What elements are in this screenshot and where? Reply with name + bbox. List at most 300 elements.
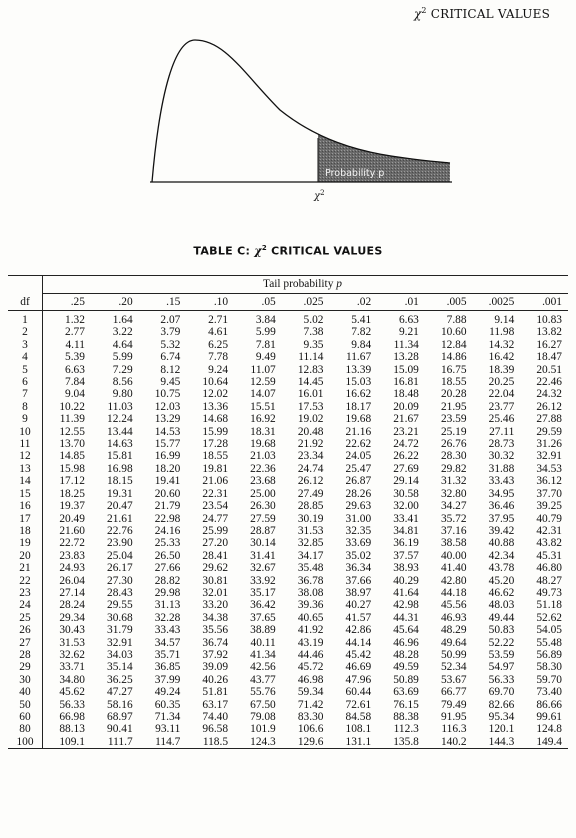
critical-value-cell: 29.82 [440, 462, 467, 475]
critical-value-cell: 13.29 [154, 413, 181, 426]
critical-value-cell: 28.82 [154, 574, 181, 587]
critical-value-cell: 37.92 [202, 648, 229, 661]
critical-value-cell: 5.41 [351, 314, 372, 326]
critical-value-cell: 17.28 [202, 438, 229, 451]
critical-value-cell: 38.08 [297, 586, 324, 599]
df-cell: 1 [8, 311, 43, 327]
critical-value-cell: 16.01 [297, 388, 324, 401]
table-row [8, 500, 568, 512]
critical-value-cell: 114.7 [139, 736, 187, 749]
critical-value-cell: 59.70 [536, 673, 562, 686]
critical-value-cell: 9.49 [255, 351, 276, 364]
critical-value-cell: 22.76 [107, 524, 133, 537]
critical-value-cell: 9.45 [160, 376, 181, 389]
critical-value-cell: 11.67 [345, 351, 372, 364]
critical-value-cell: 16.92 [250, 413, 276, 426]
table-row [8, 388, 568, 400]
critical-value-cell: 35.71 [154, 648, 181, 661]
critical-value-cell: 111.7 [91, 736, 139, 749]
column-header-p: .001 [520, 294, 568, 311]
critical-value-cell: 13.36 [202, 400, 229, 413]
critical-value-cell: 44.31 [393, 611, 419, 624]
critical-value-cell: 59.34 [297, 686, 324, 699]
critical-value-cell: 46.69 [345, 661, 372, 674]
critical-value-cell: 24.77 [202, 512, 229, 525]
table-row [8, 562, 568, 574]
critical-value-cell: 37.99 [154, 673, 181, 686]
critical-value-cell: 27.88 [536, 413, 562, 426]
running-head-symbol: χ [413, 7, 422, 21]
df-column-header: df [8, 294, 43, 311]
critical-value-cell: 7.84 [65, 376, 85, 389]
column-header-p: .10 [186, 294, 234, 311]
critical-value-cell: 25.00 [250, 487, 276, 500]
critical-value-cell: 26.76 [440, 438, 467, 451]
critical-value-cell: 44.14 [345, 636, 372, 649]
critical-value-cell: 31.26 [536, 438, 562, 451]
critical-value-cell: 30.43 [59, 624, 85, 637]
critical-value-cell: 23.54 [202, 500, 229, 513]
critical-value-cell: 21.95 [440, 400, 467, 413]
table-title-prefix: TABLE C: [193, 244, 255, 258]
critical-value-cell: 52.62 [536, 611, 562, 624]
df-cell: 8 [8, 401, 43, 413]
critical-value-cell: 34.03 [107, 648, 133, 661]
df-cell: 26 [8, 624, 43, 636]
critical-value-cell: 6.74 [160, 351, 181, 364]
df-cell: 15 [8, 488, 43, 500]
critical-value-cell: 12.59 [250, 376, 276, 389]
tail-probability-header [43, 276, 569, 294]
critical-value-cell: 60.35 [154, 698, 181, 711]
critical-value-cell: 50.99 [440, 648, 467, 661]
critical-value-cell: 11.98 [489, 326, 515, 339]
critical-value-cell: 19.81 [202, 462, 229, 475]
critical-value-cell: 55.48 [536, 636, 562, 649]
column-header-p: .01 [377, 294, 425, 311]
critical-value-cell: 6.25 [208, 338, 229, 351]
critical-value-cell: 49.73 [536, 586, 562, 599]
critical-value-cell: 56.33 [488, 673, 515, 686]
critical-value-cell: 27.59 [250, 512, 276, 525]
table-row [8, 463, 568, 475]
critical-value-cell: 83.30 [297, 711, 324, 723]
critical-value-cell: 44.46 [297, 648, 324, 661]
df-header-spacer [8, 276, 43, 294]
critical-value-cell: 14.85 [59, 450, 85, 463]
critical-value-cell: 15.09 [393, 363, 419, 376]
df-cell: 100 [8, 736, 43, 749]
critical-value-cell: 25.47 [345, 462, 372, 475]
critical-value-cell: 21.92 [297, 438, 324, 451]
df-cell: 16 [8, 500, 43, 512]
critical-value-cell: 12.84 [440, 338, 467, 351]
critical-value-cell: 16.81 [393, 376, 419, 389]
table-row [8, 550, 568, 562]
critical-value-axis-label: $\chi^2$ [314, 189, 325, 202]
df-cell: 21 [8, 562, 43, 574]
critical-value-cell: 21.67 [393, 413, 419, 426]
critical-value-cell: 21.60 [59, 524, 85, 537]
critical-value-cell: 4.11 [65, 338, 85, 351]
column-header-p: .02 [329, 294, 377, 311]
critical-value-cell: 29.62 [202, 562, 229, 575]
critical-value-cell: 34.57 [154, 636, 181, 649]
critical-value-cell: 49.59 [393, 661, 419, 674]
critical-value-cell: 24.74 [297, 462, 324, 475]
critical-value-cell: 20.09 [393, 400, 419, 413]
critical-value-cell: 8.12 [160, 363, 181, 376]
critical-value-cell: 32.35 [345, 524, 372, 537]
critical-value-cell: 149.4 [520, 736, 568, 749]
critical-value-cell: 18.31 [250, 425, 276, 438]
df-cell: 25 [8, 612, 43, 624]
critical-value-cell: 50.89 [393, 673, 419, 686]
critical-value-cell: 35.14 [107, 661, 133, 674]
critical-value-cell: 35.02 [345, 549, 372, 562]
critical-value-cell: 24.16 [154, 524, 181, 537]
critical-value-cell: 20.47 [107, 500, 133, 513]
critical-value-cell: 46.93 [440, 611, 467, 624]
critical-value-cell: 7.82 [351, 326, 372, 339]
critical-value-cell: 67.50 [250, 698, 276, 711]
critical-value-cell: 40.29 [393, 574, 419, 587]
critical-value-cell: 43.77 [250, 673, 276, 686]
critical-value-cell: 144.3 [473, 736, 521, 749]
critical-value-cell: 33.41 [393, 512, 419, 525]
critical-value-cell: 42.98 [393, 599, 419, 612]
critical-value-cell: 53.59 [488, 648, 515, 661]
critical-value-cell: 33.92 [250, 574, 276, 587]
critical-value-cell: 36.74 [202, 636, 229, 649]
df-cell: 7 [8, 388, 43, 400]
critical-value-cell: 28.41 [202, 549, 229, 562]
critical-value-cell: 38.93 [393, 562, 419, 575]
critical-value-cell: 10.22 [59, 400, 85, 413]
critical-value-cell: 16.27 [536, 338, 562, 351]
critical-value-cell: 58.16 [107, 698, 133, 711]
critical-value-cell: 5.99 [112, 351, 133, 364]
df-cell: 4 [8, 351, 43, 363]
critical-value-cell: 20.51 [536, 363, 562, 376]
critical-value-cell: 17.12 [59, 475, 85, 488]
critical-value-cell: 26.12 [297, 475, 324, 488]
critical-value-cell: 3.84 [255, 314, 276, 326]
critical-value-cell: 7.81 [255, 338, 276, 351]
critical-value-cell: 32.62 [59, 648, 85, 661]
df-cell: 9 [8, 413, 43, 425]
critical-value-cell: 15.77 [154, 438, 181, 451]
table-row [8, 624, 568, 636]
critical-value-cell: 45.64 [393, 624, 419, 637]
critical-value-cell: 21.16 [345, 425, 372, 438]
critical-value-cell: 2.77 [65, 326, 85, 339]
critical-value-cell: 32.01 [202, 586, 229, 599]
critical-value-cell: 47.96 [345, 673, 372, 686]
critical-value-cell: 37.66 [345, 574, 372, 587]
critical-value-cell: 29.59 [536, 425, 562, 438]
critical-value-cell: 33.71 [59, 661, 85, 674]
critical-value-cell: 18.55 [202, 450, 229, 463]
df-cell: 2 [8, 326, 43, 338]
critical-value-cell: 30.58 [393, 487, 419, 500]
critical-value-cell: 71.34 [154, 711, 181, 723]
df-cell: 18 [8, 525, 43, 537]
critical-value-cell: 40.65 [297, 611, 324, 624]
table-row [8, 699, 568, 711]
critical-value-cell: 35.17 [250, 586, 276, 599]
tail-probability-label: Tail probability p [263, 278, 342, 290]
critical-value-cell: 31.88 [488, 462, 515, 475]
critical-value-cell: 68.97 [107, 711, 133, 723]
critical-value-cell: 35.56 [202, 624, 229, 637]
critical-value-cell: 33.69 [345, 537, 372, 550]
critical-value-cell: 41.57 [345, 611, 372, 624]
critical-value-cell: 51.18 [536, 599, 562, 612]
critical-value-cell: 27.30 [107, 574, 133, 587]
critical-value-cell: 22.62 [345, 438, 372, 451]
critical-value-cell: 18.15 [107, 475, 133, 488]
critical-value-cell: 13.28 [393, 351, 419, 364]
critical-value-cell: 18.48 [393, 388, 419, 401]
critical-value-cell: 16.42 [488, 351, 515, 364]
critical-value-cell: 40.27 [345, 599, 372, 612]
df-cell: 12 [8, 450, 43, 462]
critical-value-cell: 1.64 [112, 314, 133, 326]
critical-value-cell: 43.78 [488, 562, 515, 575]
critical-value-cell: 37.70 [536, 487, 562, 500]
critical-value-cell: 23.90 [107, 537, 133, 550]
df-cell: 28 [8, 649, 43, 661]
critical-value-cell: 17.53 [297, 400, 324, 413]
critical-value-cell: 31.53 [59, 636, 85, 649]
critical-value-cell: 26.22 [393, 450, 419, 463]
critical-value-cell: 99.61 [536, 711, 562, 723]
critical-value-cell: 42.56 [250, 661, 276, 674]
critical-value-cell: 5.99 [255, 326, 276, 339]
critical-value-cell: 46.96 [393, 636, 419, 649]
critical-value-cell: 23.77 [488, 400, 515, 413]
critical-value-cell: 42.31 [536, 524, 562, 537]
critical-value-cell: 101.9 [250, 723, 276, 736]
critical-value-cell: 50.83 [488, 624, 515, 637]
critical-value-cell: 41.40 [440, 562, 467, 575]
df-cell: 5 [8, 364, 43, 376]
critical-value-cell: 11.34 [393, 338, 419, 351]
critical-value-cell: 11.07 [250, 363, 276, 376]
critical-value-cell: 2.07 [160, 314, 181, 326]
critical-value-cell: 20.25 [488, 376, 515, 389]
critical-value-cell: 60.44 [345, 686, 372, 699]
df-cell: 14 [8, 475, 43, 487]
df-cell: 3 [8, 339, 43, 351]
critical-value-cell: 30.14 [250, 537, 276, 550]
critical-value-cell: 48.27 [536, 574, 562, 587]
critical-value-cell: 26.17 [107, 562, 133, 575]
critical-value-cell: 23.59 [440, 413, 467, 426]
df-cell: 27 [8, 637, 43, 649]
critical-value-cell: 31.41 [250, 549, 276, 562]
critical-value-cell: 22.46 [536, 376, 562, 389]
critical-value-cell: 39.36 [297, 599, 324, 612]
df-cell: 24 [8, 599, 43, 611]
table-row [8, 587, 568, 599]
df-cell: 17 [8, 513, 43, 525]
critical-value-cell: 131.1 [329, 736, 377, 749]
table-row [8, 364, 568, 376]
critical-value-cell: 30.32 [488, 450, 515, 463]
df-cell: 30 [8, 674, 43, 686]
table-row [8, 413, 568, 425]
critical-value-cell: 29.34 [59, 611, 85, 624]
critical-value-cell: 31.13 [154, 599, 181, 612]
critical-value-cell: 27.11 [489, 425, 515, 438]
critical-value-cell: 46.98 [297, 673, 324, 686]
critical-value-cell: 45.31 [536, 549, 562, 562]
critical-value-cell: 54.05 [536, 624, 562, 637]
critical-value-cell: 25.04 [107, 549, 133, 562]
critical-value-cell: 37.65 [250, 611, 276, 624]
critical-value-cell: 31.53 [297, 524, 324, 537]
critical-value-cell: 49.44 [488, 611, 515, 624]
table-row [8, 723, 568, 735]
critical-value-cell: 32.80 [440, 487, 467, 500]
critical-value-cell: 51.81 [202, 686, 229, 699]
df-cell: 13 [8, 463, 43, 475]
critical-value-cell: 42.34 [488, 549, 515, 562]
critical-value-cell: 26.87 [345, 475, 372, 488]
critical-value-cell: 36.42 [250, 599, 276, 612]
critical-value-cell: 21.03 [250, 450, 276, 463]
critical-value-cell: 39.09 [202, 661, 229, 674]
critical-value-cell: 42.86 [345, 624, 372, 637]
df-cell: 11 [8, 438, 43, 450]
column-header-p: .20 [91, 294, 139, 311]
critical-value-cell: 20.60 [154, 487, 181, 500]
chi-square-density-figure [140, 30, 460, 205]
critical-value-cell: 10.83 [536, 314, 562, 326]
critical-value-cell: 43.19 [297, 636, 324, 649]
critical-value-cell: 47.27 [107, 686, 133, 699]
critical-value-cell: 32.91 [536, 450, 562, 463]
table-title-suffix: CRITICAL VALUES [267, 244, 383, 258]
critical-value-cell: 38.58 [440, 537, 467, 550]
critical-value-cell: 13.70 [59, 438, 85, 451]
critical-value-cell: 8.56 [112, 376, 133, 389]
critical-value-cell: 79.08 [250, 711, 276, 723]
critical-value-cell: 66.77 [440, 686, 467, 699]
critical-value-cell: 25.99 [202, 524, 229, 537]
critical-value-cell: 18.55 [440, 376, 467, 389]
critical-value-cell: 124.3 [234, 736, 282, 749]
critical-value-cell: 31.32 [440, 475, 467, 488]
critical-value-cell: 10.75 [154, 388, 181, 401]
critical-value-cell: 15.51 [250, 400, 276, 413]
critical-value-cell: 14.07 [250, 388, 276, 401]
critical-value-cell: 82.66 [488, 698, 515, 711]
table-row [8, 575, 568, 587]
critical-value-cell: 4.61 [208, 326, 229, 339]
df-cell: 29 [8, 661, 43, 673]
critical-value-cell: 5.32 [160, 338, 181, 351]
critical-value-cell: 16.75 [440, 363, 467, 376]
critical-value-cell: 54.97 [488, 661, 515, 674]
critical-value-cell: 28.73 [488, 438, 515, 451]
critical-value-cell: 25.46 [488, 413, 515, 426]
critical-value-cell: 44.18 [440, 586, 467, 599]
column-header-p: .25 [43, 294, 91, 311]
critical-value-cell: 71.42 [297, 698, 324, 711]
critical-value-cell: 14.53 [154, 425, 181, 438]
critical-value-cell: 18.25 [59, 487, 85, 500]
critical-value-cell: 29.63 [345, 500, 372, 513]
critical-value-cell: 5.39 [65, 351, 85, 364]
critical-value-cell: 41.34 [250, 648, 276, 661]
table-row [8, 401, 568, 413]
critical-value-cell: 14.63 [107, 438, 133, 451]
critical-value-cell: 24.72 [393, 438, 419, 451]
critical-value-cell: 39.25 [536, 500, 562, 513]
critical-value-cell: 13.39 [345, 363, 372, 376]
table-row [8, 711, 568, 723]
critical-value-cell: 112.3 [393, 723, 419, 736]
df-cell: 40 [8, 686, 43, 698]
critical-value-cell: 35.48 [297, 562, 324, 575]
critical-value-cell: 33.43 [154, 624, 181, 637]
df-cell: 60 [8, 711, 43, 723]
critical-value-cell: 13.82 [536, 326, 562, 339]
critical-value-cell: 9.84 [351, 338, 372, 351]
critical-value-cell: 35.72 [440, 512, 467, 525]
critical-value-cell: 28.30 [440, 450, 467, 463]
critical-value-cell: 9.04 [65, 388, 85, 401]
critical-value-cell: 13.44 [107, 425, 133, 438]
critical-value-cell: 69.70 [488, 686, 515, 699]
critical-value-cell: 56.33 [59, 698, 85, 711]
critical-value-cell: 14.86 [440, 351, 467, 364]
critical-value-cell: 3.79 [160, 326, 181, 339]
critical-value-cell: 66.98 [59, 711, 85, 723]
critical-value-cell: 26.12 [536, 400, 562, 413]
critical-value-cell: 26.50 [154, 549, 181, 562]
critical-value-cell: 108.1 [345, 723, 372, 736]
critical-value-cell: 28.85 [297, 500, 324, 513]
table-row [8, 488, 568, 500]
critical-value-cell: 24.93 [59, 562, 85, 575]
critical-value-cell: 21.61 [107, 512, 133, 525]
table-row [8, 525, 568, 537]
column-header-p: .025 [282, 294, 330, 311]
critical-value-cell: 56.89 [536, 648, 562, 661]
critical-value-cell: 73.40 [536, 686, 562, 699]
critical-value-cell: 3.22 [112, 326, 133, 339]
tail-shaded-area [152, 40, 450, 182]
critical-value-cell: 9.24 [208, 363, 229, 376]
critical-value-cell: 23.83 [59, 549, 85, 562]
critical-value-cell: 34.53 [536, 462, 562, 475]
critical-value-cell: 88.38 [393, 711, 419, 723]
critical-value-cell: 29.55 [107, 599, 133, 612]
critical-value-cell: 15.03 [345, 376, 372, 389]
df-cell: 80 [8, 723, 43, 735]
critical-value-cell: 41.92 [297, 624, 324, 637]
critical-value-cell: 23.21 [393, 425, 419, 438]
critical-value-cell: 52.34 [440, 661, 467, 674]
table-row [8, 438, 568, 450]
df-cell: 6 [8, 376, 43, 388]
critical-value-cell: 12.55 [59, 425, 85, 438]
critical-value-cell: 18.20 [154, 462, 181, 475]
